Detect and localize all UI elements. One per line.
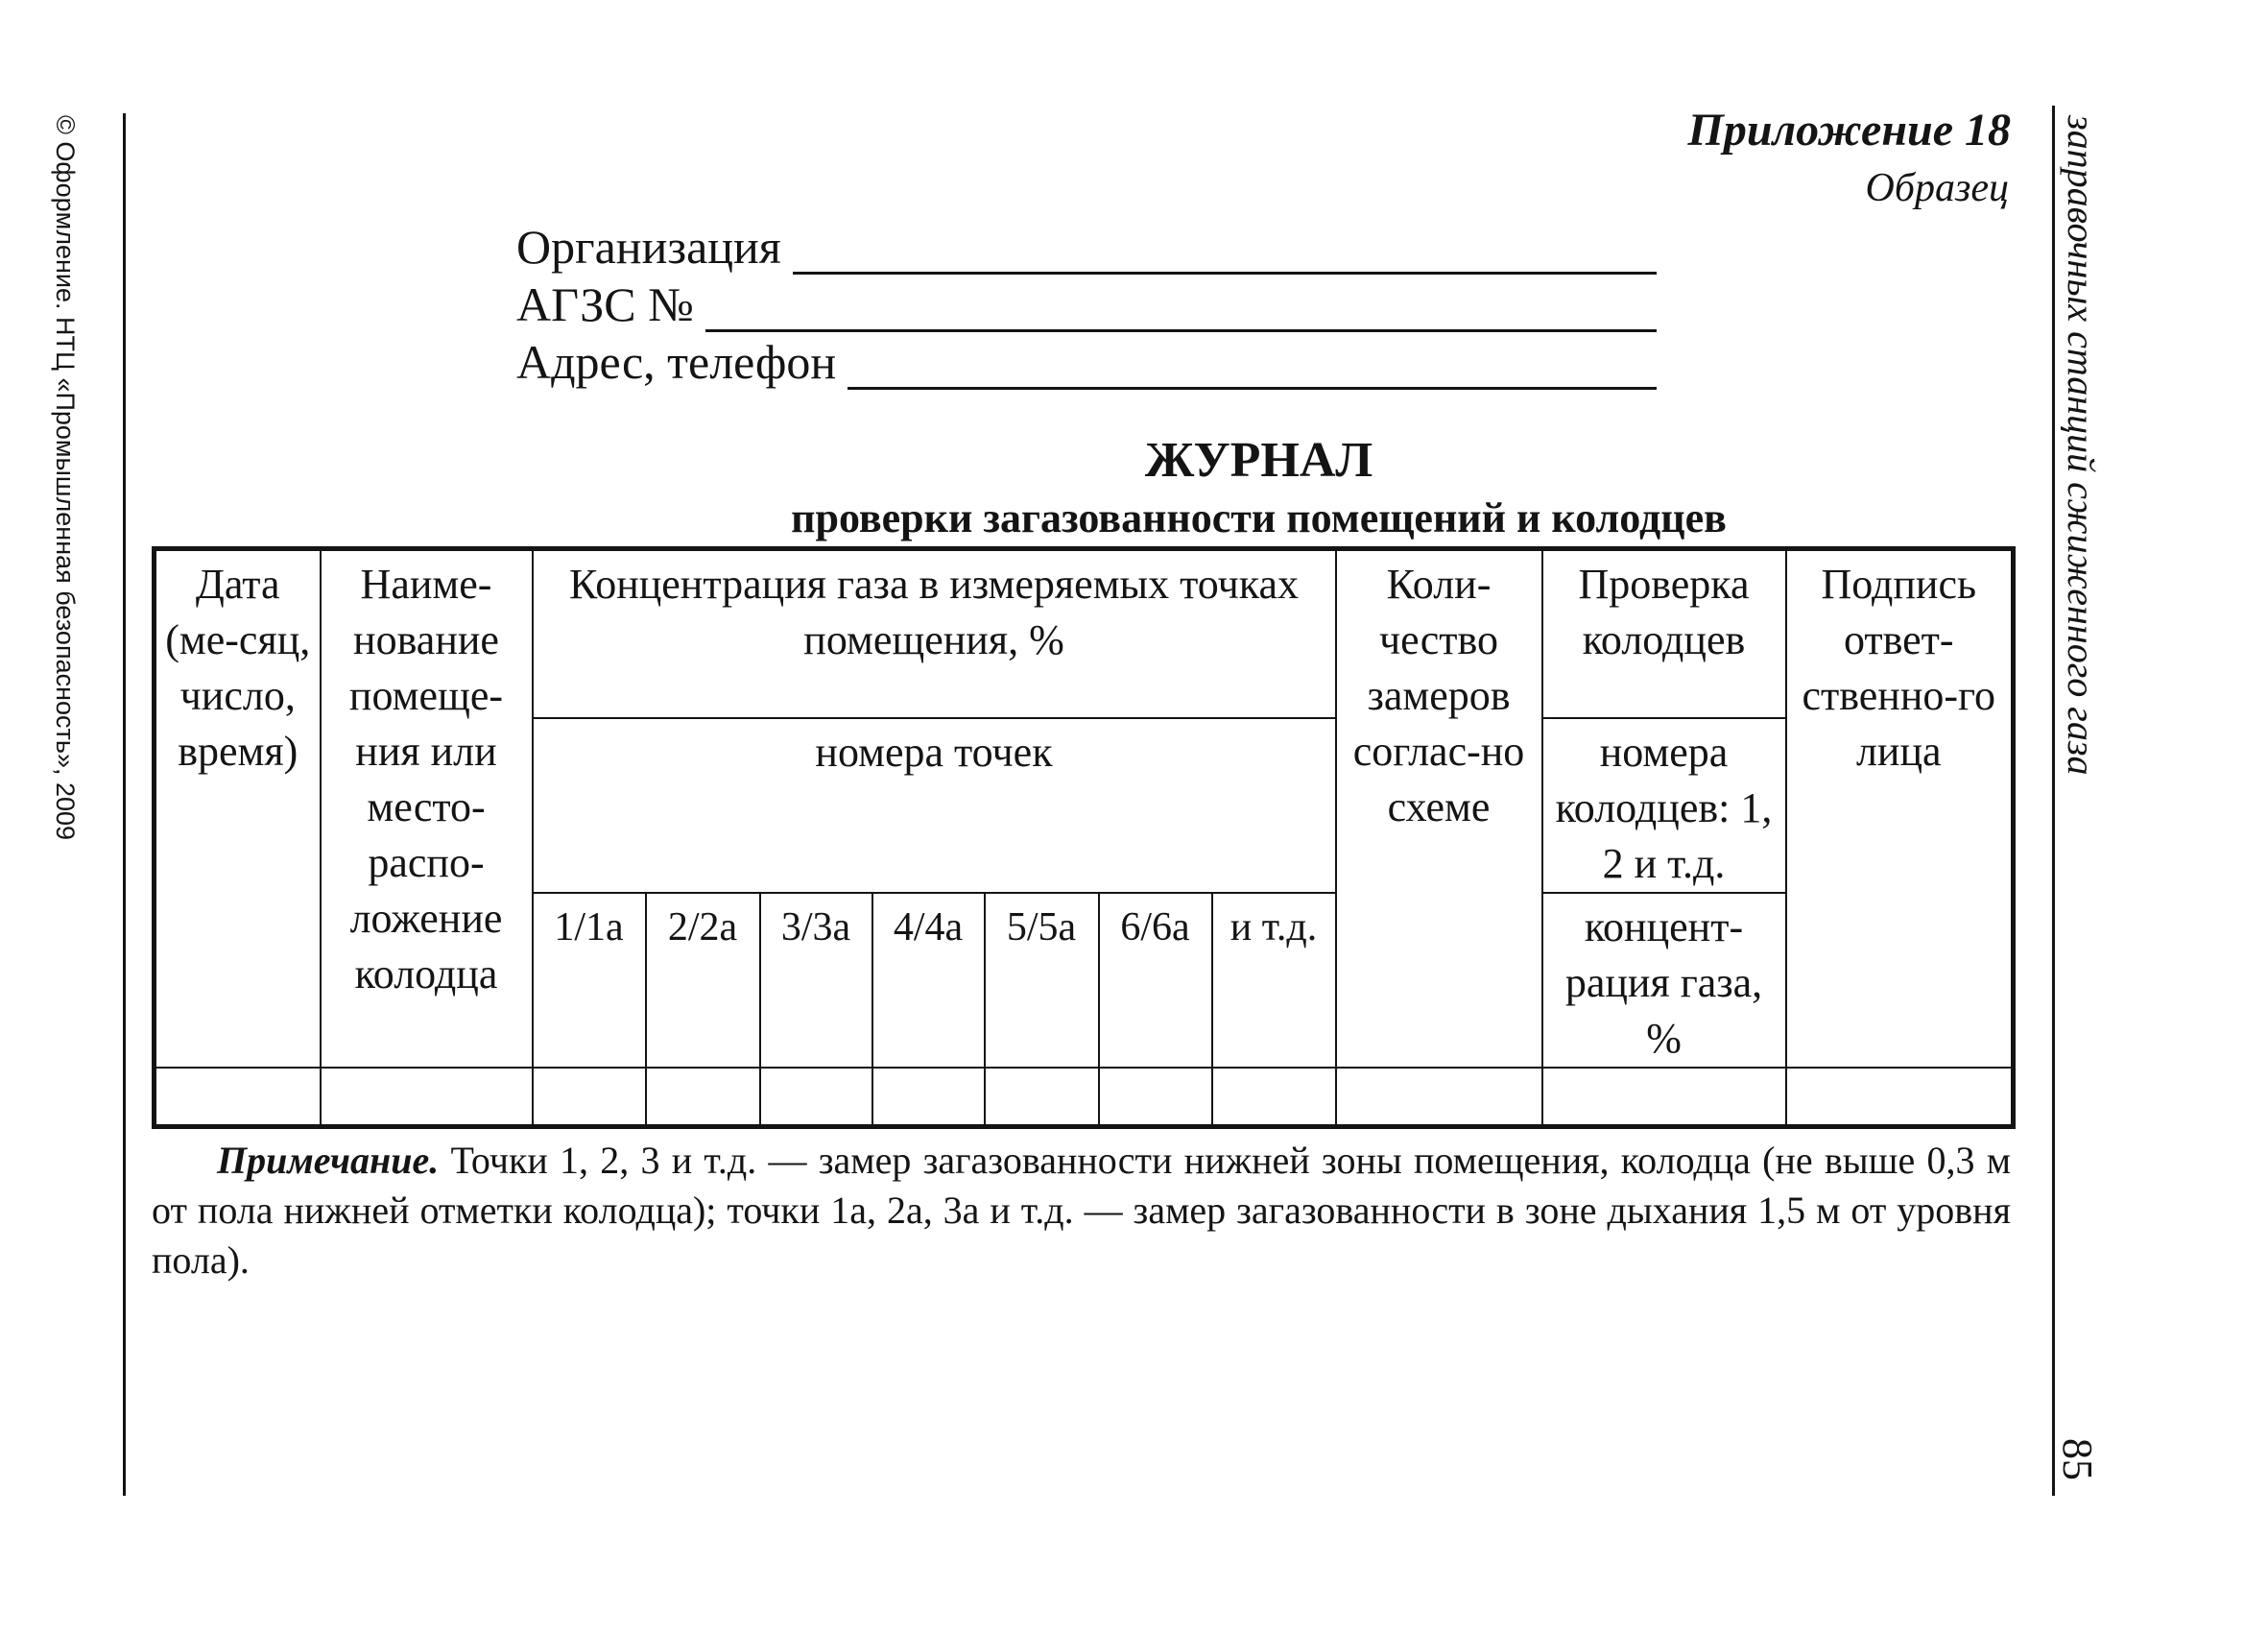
entry-cell[interactable] (155, 1068, 321, 1127)
journal-table (152, 546, 2016, 1129)
header-name: Наиме-нование помеще-ния или место-распо-ложение колодца (321, 549, 533, 1068)
header-well-numbers: номера колодцев: 1, 2 и т.д. (1542, 718, 1786, 893)
organization-field[interactable] (793, 235, 1657, 275)
table-row (155, 1068, 2014, 1127)
header-concentration: Концентрация газа в измеряемых точках помещения, % (533, 549, 1336, 718)
entry-cell[interactable] (1542, 1068, 1786, 1127)
station-label: АГЗС № (516, 277, 694, 331)
note-label: Примечание. (217, 1139, 440, 1182)
header-signature: Подпись ответ-ственно-го лица (1786, 549, 2014, 1068)
header-well-concentration: концент-рация газа, % (1542, 893, 1786, 1068)
point-etc: и т.д. (1212, 893, 1336, 1068)
header-count: Коли-чество замеров соглас-но схеме (1336, 549, 1542, 1068)
entry-cell[interactable] (1336, 1068, 1542, 1127)
organization-label: Организация (516, 220, 781, 274)
note-text: Точки 1, 2, 3 и т.д. — замер загазованности нижней зоны помещения, колодца (не выше 0,3 м от пола нижней отметки колодца); точки 1а, 2а, 3а и т.д. — замер загазованности в зоне дыхания 1,5 м от уровня пола). (152, 1139, 2012, 1282)
address-row (516, 334, 1657, 390)
header-points: номера точек (533, 718, 1336, 893)
station-field[interactable] (705, 293, 1657, 332)
entry-cell[interactable] (872, 1068, 985, 1127)
header-date: Дата (ме-сяц, число, время) (155, 549, 321, 1068)
address-field[interactable] (848, 350, 1657, 390)
station-row (516, 276, 1657, 332)
running-head: заправочных станций сжиженного газа (2060, 115, 2103, 776)
entry-cell[interactable] (1786, 1068, 2014, 1127)
point-6: 6/6а (1099, 893, 1212, 1068)
point-4: 4/4а (872, 893, 985, 1068)
entry-cell[interactable] (646, 1068, 760, 1127)
organization-row (516, 219, 1657, 275)
entry-cell[interactable] (1212, 1068, 1336, 1127)
point-1: 1/1а (533, 893, 646, 1068)
entry-cell[interactable] (1099, 1068, 1212, 1127)
point-3: 3/3а (760, 893, 872, 1068)
point-5: 5/5а (985, 893, 1099, 1068)
entry-cell[interactable] (985, 1068, 1099, 1127)
journal-title: ЖУРНАЛ (1144, 433, 1373, 488)
journal-subtitle: проверки загазованности помещений и колодцев (791, 494, 1727, 541)
right-margin-rule (2052, 106, 2055, 1496)
page-number: 85 (2054, 1438, 2101, 1480)
note (152, 1136, 2011, 1286)
sample-label: Образец (1865, 166, 2009, 210)
entry-cell[interactable] (533, 1068, 646, 1127)
entry-cell[interactable] (760, 1068, 872, 1127)
copyright-text: © Оформление. НТЦ «Промышленная безопасность», 2009 (51, 115, 80, 841)
point-2: 2/2а (646, 893, 760, 1068)
header-wells: Проверка колодцев (1542, 549, 1786, 718)
address-label: Адрес, телефон (516, 335, 837, 389)
left-margin-rule (123, 113, 126, 1496)
appendix-label: Приложение 18 (1687, 105, 2011, 156)
entry-cell[interactable] (321, 1068, 533, 1127)
